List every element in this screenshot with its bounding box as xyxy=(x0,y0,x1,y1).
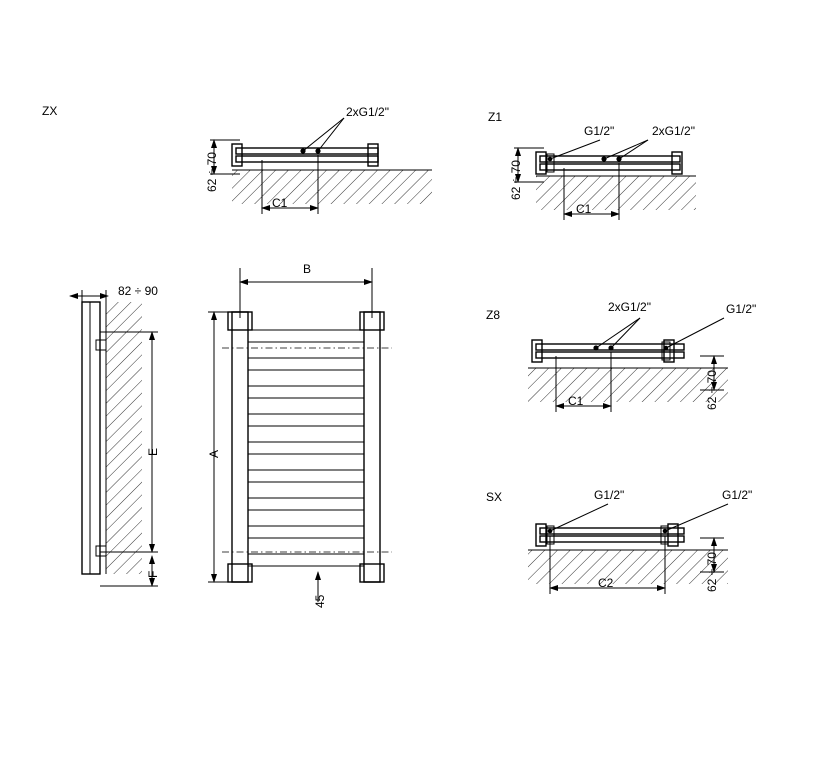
label-z1-ports-right: 2xG1/2" xyxy=(652,124,695,138)
label-sx-port-right: G1/2" xyxy=(722,488,753,502)
label-z1-port-left: G1/2" xyxy=(584,124,615,138)
view-front xyxy=(208,268,392,602)
label-sx-c2: C2 xyxy=(598,576,614,590)
label-z1-height: 62 ÷ 70 xyxy=(509,160,523,200)
label-side-f: F xyxy=(146,570,160,578)
label-front-a: A xyxy=(207,449,221,458)
label-z8-height: 62 ÷ 70 xyxy=(705,370,719,410)
label-variant-z1: Z1 xyxy=(488,110,503,124)
view-z1 xyxy=(514,140,696,220)
view-zx xyxy=(210,118,432,214)
view-side xyxy=(70,290,158,586)
label-side-depth: 82 ÷ 90 xyxy=(118,284,158,298)
view-sx xyxy=(528,504,728,594)
label-variant-z8: Z8 xyxy=(486,308,501,322)
label-sx-height: 62 ÷ 70 xyxy=(705,552,719,592)
label-z8-port-right: G1/2" xyxy=(726,302,757,316)
label-variant-sx: SX xyxy=(486,490,503,504)
label-variant-zx: ZX xyxy=(42,104,58,118)
label-z8-ports-left: 2xG1/2" xyxy=(608,300,651,314)
label-zx-ports: 2xG1/2" xyxy=(346,105,389,119)
label-zx-height: 62 ÷ 70 xyxy=(205,152,219,192)
label-front-45: 45 xyxy=(313,594,327,608)
label-front-b: B xyxy=(303,262,312,276)
view-z8 xyxy=(528,318,728,412)
label-z8-c1: C1 xyxy=(568,394,584,408)
label-zx-c1: C1 xyxy=(272,196,288,210)
label-side-e: E xyxy=(146,447,160,456)
label-z1-c1: C1 xyxy=(576,202,592,216)
label-sx-port-left: G1/2" xyxy=(594,488,625,502)
